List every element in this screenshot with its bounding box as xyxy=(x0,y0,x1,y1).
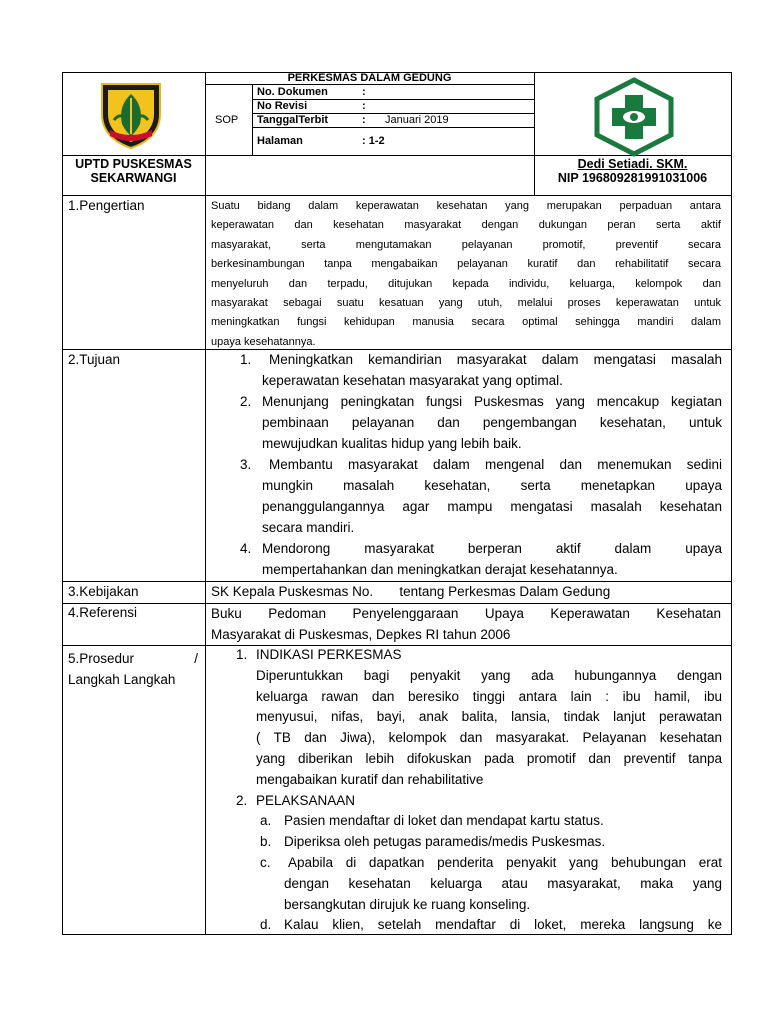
tujuan-item xyxy=(230,454,722,538)
indikasi-line: menyusui, nifas, bayi, anak balita, lansia, tindak lanjut perawatan xyxy=(256,709,722,725)
org-name-line2: SEKARWANGI xyxy=(90,171,177,185)
section-title: PELAKSANAAN xyxy=(256,792,356,808)
tujuan-line: Menunjang peningkatan fungsi Puskesmas yang mencakup kegiatan xyxy=(262,394,722,409)
step-item xyxy=(260,811,722,832)
step-item xyxy=(260,853,722,915)
step-letter: c. xyxy=(260,854,271,870)
tujuan-line: mewujudkan kualitas hidup yang lebih baik. xyxy=(262,436,522,451)
pengertian-line: berkesinambungan tanpa mengabaikan pelayanan kuratif dan rehabilitatif secara xyxy=(211,258,721,271)
step-item xyxy=(260,832,722,853)
no-revisi-label: No Revisi xyxy=(257,100,308,112)
tujuan-item-number: 1. xyxy=(240,352,252,367)
pengertian-line: masyarakat sebagai suatu kesatuan yang utuh, melalui proses keperawatan untuk xyxy=(211,297,721,310)
pengertian-label: 1.Pengertian xyxy=(68,198,145,213)
tujuan-line: Membantu masyarakat dalam mengenal dan menemukan sedini xyxy=(269,457,722,472)
tanggal-terbit-colon: : xyxy=(362,114,366,126)
tujuan-line: Mendorong masyarakat berperan aktif dalam upaya xyxy=(262,541,722,556)
no-dokumen-label: No. Dokumen xyxy=(257,86,328,98)
prosedur-label-slash: / xyxy=(194,651,198,666)
indikasi-line: Diperuntukkan bagi penyakit yang ada hubungannya dengan xyxy=(256,667,722,683)
referensi-text xyxy=(211,603,721,645)
prosedur-content xyxy=(230,645,722,936)
kebijakan-text: SK Kepala Puskesmas No. tentang Perkesmas Dalam Gedung xyxy=(211,584,611,599)
step-letter: a. xyxy=(260,813,272,829)
pengertian-text xyxy=(211,197,721,352)
no-revisi-colon: : xyxy=(362,100,366,112)
kebijakan-label: 3.Kebijakan xyxy=(68,584,139,599)
indikasi-line: keluarga rawan dan beresiko tinggi antara lain : ibu hamil, ibu xyxy=(256,688,722,704)
regency-emblem xyxy=(96,80,166,150)
step-line: Diperiksa oleh petugas paramedis/medis Puskesmas. xyxy=(284,834,606,850)
step-letter: b. xyxy=(260,834,272,850)
document-title: PERKESMAS DALAM GEDUNG xyxy=(287,72,452,84)
indikasi-line: yang diberikan lebih difokuskan pada promotif dan preventif tanpa xyxy=(256,750,722,766)
indikasi-line: mengabaikan kuratif dan rehabilitative xyxy=(256,771,484,787)
puskesmas-logo xyxy=(591,77,677,157)
tujuan-label: 2.Tujuan xyxy=(68,352,121,367)
tanggal-terbit-label: TanggalTerbit xyxy=(257,114,329,126)
section-title: INDIKASI PERKESMAS xyxy=(256,647,402,662)
signer-nip: NIP 196809281991031006 xyxy=(557,171,708,185)
step-item xyxy=(260,915,722,936)
halaman-label: Halaman xyxy=(257,135,303,147)
tujuan-line: pembinaan pelayanan dan pengembangan kesehatan, untuk xyxy=(262,415,722,430)
section-number: 1. xyxy=(236,647,248,662)
sop-label: SOP xyxy=(215,114,239,126)
step-line: bersangkutan dirujuk ke ruang konseling. xyxy=(284,896,531,912)
step-line: Pasien mendaftar di loket dan mendapat kartu status. xyxy=(284,813,604,829)
referensi-line: Masyarakat di Puskesmas, Depkes RI tahun 2006 xyxy=(211,627,511,642)
section-pelaksanaan xyxy=(230,791,722,812)
pengertian-line: menyeluruh dan terpadu, ditujukan kepada individu, keluarga, kelompok dan xyxy=(211,277,721,290)
pelaksanaan-steps xyxy=(230,811,722,936)
tujuan-line: keperawatan kesehatan masyarakat yang optimal. xyxy=(262,373,563,388)
pengertian-line: masyarakat, serta mengutamakan pelayanan promotif, preventif secara xyxy=(211,238,721,251)
section-number: 2. xyxy=(236,792,248,808)
indikasi-line: ( TB dan Jiwa), kelompok dan masyarakat. Pelayanan kesehatan xyxy=(256,730,722,746)
tujuan-item-number: 2. xyxy=(240,394,252,409)
tujuan-line: penanggulangannya agar mampu mengatasi masalah kesehatan xyxy=(262,499,722,514)
tujuan-item xyxy=(230,538,722,580)
tujuan-item-number: 3. xyxy=(240,457,252,472)
referensi-label: 4.Referensi xyxy=(68,605,138,620)
step-line: dengan kesehatan keluarga atau masyarakat, maka yang xyxy=(284,875,722,891)
step-line: Kalau klien, setelah mendaftar di loket, mereka langsung ke xyxy=(284,917,722,933)
halaman-value: : 1-2 xyxy=(362,135,385,147)
referensi-line: Buku Pedoman Penyelenggaraan Upaya Keperawatan Kesehatan xyxy=(211,606,721,621)
tujuan-item xyxy=(230,391,722,454)
tujuan-item xyxy=(230,349,722,391)
tujuan-line: Meningkatkan kemandirian masyarakat dalam mengatasi masalah xyxy=(269,352,722,367)
step-line: Apabila di dapatkan penderita penyakit yang behubungan erat xyxy=(288,854,722,870)
pengertian-line: keperawatan dan kesehatan masyarakat dengan dukungan peran serta aktif xyxy=(211,219,721,232)
signer-name: Dedi Setiadi. SKM. xyxy=(577,157,688,171)
tujuan-list xyxy=(230,349,722,580)
prosedur-label xyxy=(68,648,198,690)
step-letter: d. xyxy=(260,917,272,933)
tujuan-line: secara mandiri. xyxy=(262,520,355,535)
no-dokumen-colon: : xyxy=(362,86,366,98)
prosedur-label-line2: Langkah Langkah xyxy=(68,672,176,687)
tujuan-line: mempertahankan dan meningkatkan derajat kesehatannya. xyxy=(262,562,618,577)
org-name-line1: UPTD PUSKESMAS xyxy=(75,157,192,171)
tujuan-line: mungkin masalah kesehatan, serta menetapkan upaya xyxy=(262,478,722,493)
pengertian-line: Suatu bidang dalam keperawatan kesehatan yang merupakan perpaduan antara xyxy=(211,200,721,212)
section-indikasi xyxy=(230,645,722,791)
pengertian-line: meningkatkan fungsi kehidupan manusia secara optimal sehingga mandiri dalam xyxy=(211,316,721,329)
tanggal-terbit-value: Januari 2019 xyxy=(385,114,449,126)
tujuan-item-number: 4. xyxy=(240,541,252,556)
prosedur-label-line1: 5.Prosedur xyxy=(68,651,135,666)
pengertian-line: upaya kesehatannya. xyxy=(211,335,316,348)
